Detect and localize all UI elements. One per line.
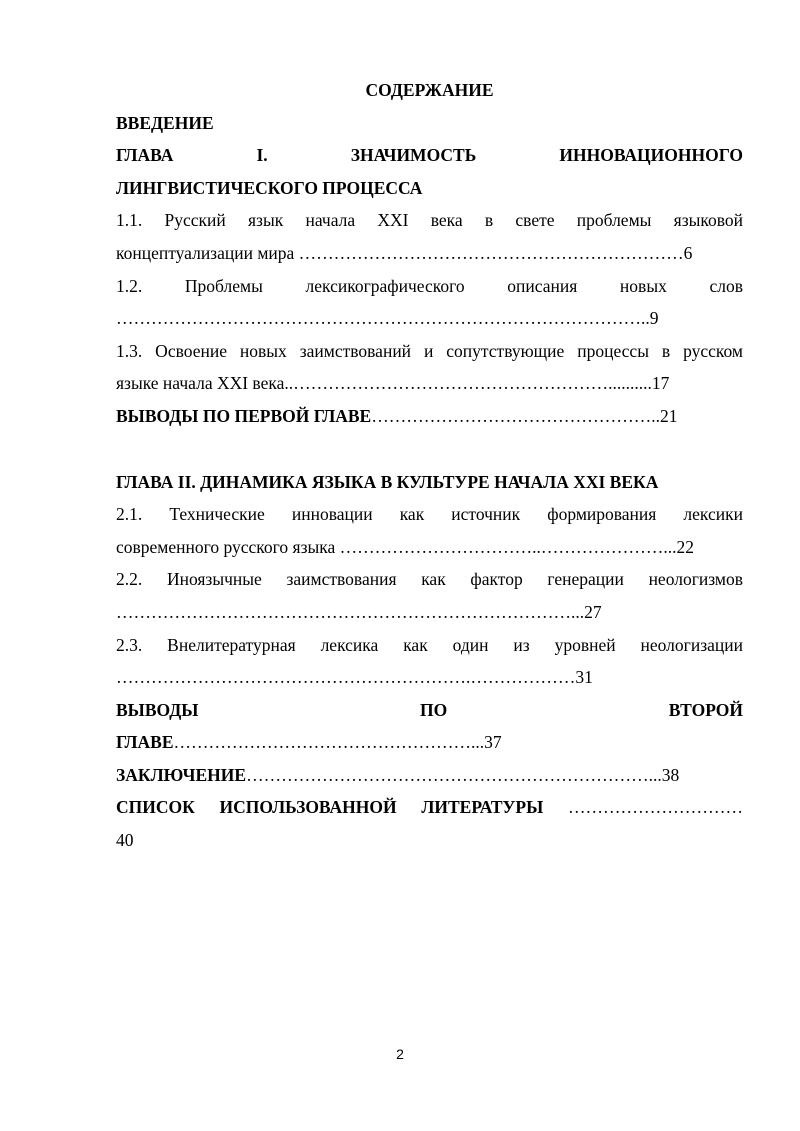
chapter1-title-word: ГЛАВА (116, 145, 174, 166)
toc-item-2-2-line2: ……………………………………………………………………...27 (116, 601, 602, 622)
chapter1-title-word: I. (256, 145, 268, 166)
chapter2-title: ГЛАВА II. ДИНАМИКА ЯЗЫКА В КУЛЬТУРЕ НАЧАЛА XXI ВЕКА (116, 471, 659, 492)
toc-conclusion-dots: ……………………………………………………………...38 (246, 764, 680, 785)
toc-item-2-1-line2: современного русского языка ……………………………..…………………...22 (116, 536, 694, 557)
chapter1-title-word: ИННОВАЦИОННОГО (559, 145, 744, 166)
chapter2-conclusions-word: ВЫВОДЫ (116, 699, 199, 720)
chapter2-conclusions-word: ПО (419, 699, 448, 720)
toc-item-1-2-line2: ………………………………………………………………………………..9 (116, 308, 659, 329)
toc-item-2-3-line2: …………………………………………………….………………31 (116, 667, 593, 688)
toc-item-1-1-line1: 1.1. Русский язык начала XXI века в свете проблемы языковой (116, 210, 743, 231)
toc-item-1-3-line1: 1.3. Освоение новых заимствований и сопутствующие процессы в русском (116, 340, 743, 361)
toc-item-1-2-line1: 1.2. Проблемы лексикографического описания новых слов (116, 275, 743, 296)
chapter2-conclusions-line1 (116, 694, 743, 727)
toc-conclusion (116, 759, 743, 792)
chapter2-conclusions-word: ВТОРОЙ (668, 699, 744, 720)
table-of-contents (116, 74, 743, 857)
toc-item-1-1-line2: концептуализации мира …………………………………………………………6 (116, 242, 693, 263)
toc-item-1-3-line2: языке начала XXI века..………………………………………………..........17 (116, 373, 670, 394)
chapter2-conclusions-label: ГЛАВЕ (116, 732, 174, 753)
section-gap (116, 433, 743, 466)
chapter1-title-line1 (116, 139, 743, 172)
chapter2-conclusions-dots: ……………………………………………...37 (173, 732, 502, 753)
toc-references-dots: ………………………… (568, 797, 743, 818)
toc-references-label: СПИСОК ИСПОЛЬЗОВАННОЙ ЛИТЕРАТУРЫ (116, 797, 544, 818)
chapter1-title-line2: ЛИНГВИСТИЧЕСКОГО ПРОЦЕССА (116, 177, 423, 198)
toc-conclusion-label: ЗАКЛЮЧЕНИЕ (116, 764, 247, 785)
toc-item-2-1-line1: 2.1. Технические инновации как источник формирования лексики (116, 504, 743, 525)
chapter1-conclusions-dots: …………………………………………..21 (371, 405, 678, 426)
toc-heading: СОДЕРЖАНИЕ (365, 80, 494, 100)
chapter1-conclusions (116, 400, 743, 433)
toc-item-2-3-line1: 2.3. Внелитературная лексика как один из уровней неологизации (116, 634, 743, 655)
page-number: 2 (396, 1046, 404, 1062)
toc-references-page: 40 (116, 830, 134, 851)
toc-item-2-2-line1: 2.2. Иноязычные заимствования как фактор генерации неологизмов (116, 569, 743, 590)
chapter2-conclusions-line2 (116, 726, 743, 759)
toc-references-line1 (116, 791, 743, 824)
chapter1-conclusions-label: ВЫВОДЫ ПО ПЕРВОЙ ГЛАВЕ (116, 405, 372, 426)
toc-intro: ВВЕДЕНИЕ (116, 112, 214, 133)
chapter1-title-word: ЗНАЧИМОСТЬ (350, 145, 477, 166)
